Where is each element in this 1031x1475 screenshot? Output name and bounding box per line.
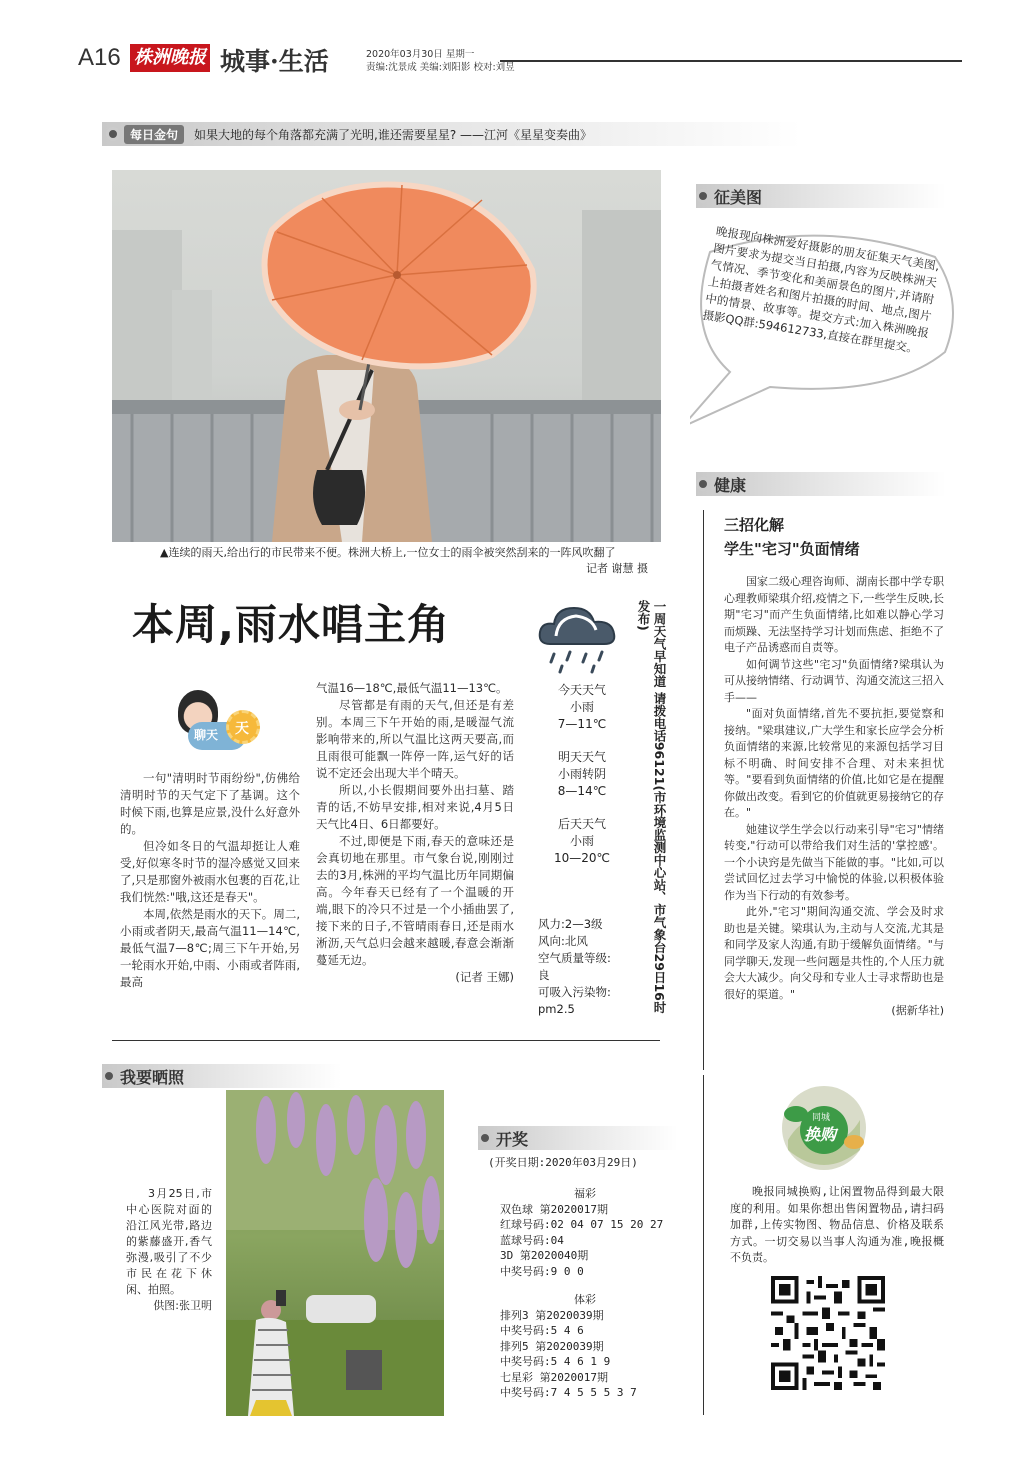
speech-bubble <box>690 222 960 432</box>
fucai-line: 红球号码:02 04 07 15 20 27 <box>500 1218 664 1231</box>
qr-code[interactable] <box>770 1276 886 1390</box>
page-header <box>0 42 1031 78</box>
woyao-text <box>126 1186 212 1314</box>
fucai-line: 3D 第2020040期 <box>500 1249 589 1262</box>
health-section: 健康 <box>714 475 747 495</box>
editor-credits: 责编:沈景成 美编:刘阳影 校对:刘昱 <box>366 62 515 73</box>
forecast-condition: 小雨 <box>569 700 594 714</box>
main-photo <box>112 170 661 542</box>
exchange-logo-top: 同城 <box>812 1113 831 1123</box>
fucai-line: 中奖号码:9 0 0 <box>500 1264 584 1278</box>
quote-label: 每日金句 <box>124 125 184 144</box>
health-source: (据新华社) <box>891 1004 944 1017</box>
zhengmeitu-header <box>696 184 946 208</box>
health-dot-icon <box>696 477 710 491</box>
qr-code-svg <box>770 1276 886 1390</box>
weather-para: 所以,小长假期间要外出扫墓、踏青的话,不妨早安排,相对来说,4月5日天气比4日、6日都要好。 <box>316 783 514 831</box>
zhengmeitu-title: 征美图 <box>714 187 763 207</box>
forecast-extra-line: 风力:2—3级 <box>538 917 603 931</box>
fucai-label: 福彩 <box>574 1187 596 1200</box>
fucai-line: 双色球 第2020017期 <box>500 1202 608 1216</box>
ticai-line: 中奖号码:5 4 6 <box>500 1324 584 1337</box>
weather-para: 尽管都是有雨的天气,但还是有差别。本周三下午开始的雨,是暖湿气流影响带来的,所以气温比这两天要高,而且雨很可能飘一阵停一阵,运气好的话说不定还会出现大半个晴天。 <box>316 698 514 780</box>
wisteria-illustration <box>226 1090 444 1416</box>
woyao-dot-icon <box>102 1069 116 1083</box>
forecast-extra <box>538 916 638 1018</box>
health-title-2: 学生"宅习"负面情绪 <box>724 540 860 558</box>
forecast-day-label: 今天天气 <box>557 683 606 697</box>
exchange-logo-main: 换购 <box>804 1125 837 1144</box>
page-number: A16 <box>78 44 121 71</box>
exchange-logo <box>776 1080 872 1176</box>
forecast-extra-line: pm2.5 <box>538 1002 575 1016</box>
forecast-day-label: 后天天气 <box>557 817 606 831</box>
forecast-temp: 7—11℃ <box>557 717 607 731</box>
umbrella-woman-illustration <box>112 170 661 542</box>
fucai-line: 蓝球号码:04 <box>500 1233 564 1247</box>
weather-author: (记者 王娜) <box>455 970 514 984</box>
forecast-vertical-title: 一周天气早知道 请拨电话96121(市环境监测中心站、市气象台29日16时发布) <box>636 600 667 1014</box>
woyao-credit: 供图:张卫明 <box>153 1299 212 1312</box>
newspaper-logo: 株洲晚报 <box>130 44 210 72</box>
badge-label: 聊天 <box>194 728 219 742</box>
health-header <box>696 472 946 496</box>
ticai-line: 七星彩 第2020017期 <box>500 1370 608 1384</box>
forecast-extra-line: 可吸入污染物: <box>538 985 611 999</box>
health-para: 她建议学生学会以行动来引导"宅习"情绪转变,"行动可以带给我们对生活的'掌控感'。一个小诀窍是先做当下能做的事。"比如,可以尝试回忆过去学习中愉悦的体验,以积极体验作为当下行动的有效参考。 <box>724 822 944 902</box>
forecast-condition: 小雨转阴 <box>557 767 606 781</box>
weather-col2-lead: 气温16—18℃,最低气温11—13℃。 <box>316 681 508 695</box>
quote-dot-icon <box>106 127 120 141</box>
forecast-day <box>536 816 628 867</box>
weather-para: 一句"清明时节雨纷纷",仿佛给清明时节的天气定下了基调。这个时候下雨,也算是应景,没什么好意外的。 <box>120 771 300 836</box>
health-para: "面对负面情绪,首先不要抗拒,要觉察和接纳。"梁琪建议,广大学生和家长应学会分析负面情绪的来源,比较常见的来源包括学习目标不明确、时间安排不合理、对未来担忧等。"要看到负面情绪的价值,比如它是在提醒你做出改变。看到它的价值就更易接纳它的存在。" <box>724 707 944 819</box>
right-column-rule-lower <box>703 1075 704 1415</box>
ticai-label: 体彩 <box>574 1293 596 1306</box>
lottery-fucai <box>500 1186 670 1279</box>
exchange-text: 晚报同城换购,让闲置物品得到最大限度的利用。如果你想出售闲置物品,请扫码加群,上传实物图、物品信息、价格及联系方式。一切交易以当事人沟通为准,晚报概不负责。 <box>730 1185 944 1264</box>
weather-para: 但冷如冬日的气温却挺让人难受,好似寒冬时节的湿冷感觉又回来了,只是那窗外被雨水包裹的百花,让我们恍然:"哦,这还是春天"。 <box>120 839 300 904</box>
health-title-1: 三招化解 <box>724 516 785 534</box>
forecast-list <box>536 682 628 867</box>
forecast-extra-line: 空气质量等级: <box>538 951 611 965</box>
weather-headline: 本周,雨水唱主角 <box>132 600 450 649</box>
ticai-line: 排列3 第2020039期 <box>500 1308 604 1322</box>
weather-col-2 <box>316 680 514 986</box>
woyao-caption: 3月25日,市中心医院对面的沿江风光带,路边的紫藤盛开,香气弥漫,吸引了不少市民在花下休闲、拍照。 <box>126 1187 212 1296</box>
woyao-header <box>102 1064 342 1088</box>
rain-cloud-svg <box>536 596 620 676</box>
forecast-extra-line: 风向:北风 <box>538 934 588 948</box>
health-body <box>724 574 944 1020</box>
header-rule <box>500 60 962 62</box>
forecast-temp: 8—14℃ <box>557 784 607 798</box>
right-column-rule <box>703 510 704 1070</box>
lottery-date: (开奖日期:2020年03月29日) <box>488 1156 638 1169</box>
health-para: 国家二级心理咨询师、湖南长郡中学专职心理教师梁琪介绍,疫情之下,一些学生反映,长期"宅习"而产生负面情绪,比如难以静心学习而烦躁、无法坚持学习计划而焦虑、拒绝不了电子产品诱惑而自责等。 <box>724 575 944 654</box>
woyao-title: 我要晒照 <box>120 1067 185 1087</box>
rain-cloud-icon <box>536 596 620 676</box>
health-para: 如何调节这些"宅习"负面情绪?梁琪认为可从接纳情绪、行动调节、沟通交流这三招入手—— <box>724 657 944 704</box>
ticai-line: 中奖号码:5 4 6 1 9 <box>500 1355 611 1368</box>
zhengmeitu-dot-icon <box>696 189 710 203</box>
quote-bar <box>102 122 802 146</box>
lottery-header <box>478 1126 678 1150</box>
health-para: 此外,"宅习"期间沟通交流、学会及时求助也是关键。梁琪认为,主动与人交流,尤其是和同学及家人沟通,有助于缓解负面情绪。"与同学聊天,发现一些问题是共性的,个人压力就会大大减少。向父母和专业人士寻求帮助也是很好的渠道。" <box>724 905 944 1001</box>
weather-para: 不过,即便是下雨,春天的意味还是会真切地在那里。市气象台说,刚刚过去的3月,株洲的平均气温比历年同期偏高。今年春天已经有了一个温暖的开端,眼下的冷只不过是一个小插曲罢了,接下来的日子,不管晴雨春日,还是雨水淅沥,天气总归会越来越暖,春意会渐渐蔓延无边。 <box>316 834 514 967</box>
weather-badge <box>170 690 270 765</box>
quote-text: 如果大地的每个角落都充满了光明,谁还需要星星? ——江河《星星变奏曲》 <box>194 127 593 142</box>
weather-para: 本周,依然是雨水的天下。周二,小雨或者阴天,最高气温11—14℃,最低气温7—8℃;周三下午开始,另一轮雨水开始,中雨、小雨或者阵雨,最高 <box>120 907 300 989</box>
lottery-dot-icon <box>478 1131 492 1145</box>
wisteria-photo <box>226 1090 444 1416</box>
ticai-line: 中奖号码:7 4 5 5 5 3 7 <box>500 1386 637 1399</box>
forecast-day <box>536 749 628 800</box>
weather-col-1 <box>120 770 300 991</box>
zhengmeitu-text: 晚报现向株洲爱好摄影的朋友征集天气美图,图片要求为提交当日拍摄,内容为反映株洲天气情况、季节变化和美丽景色的图片,并请附上拍摄者姓名和图片拍摄的时间、地点,图片中的情景、故事等。提交方式:加入株洲晚报摄影QQ群:594612733,直接在群里提交。 <box>701 223 941 356</box>
main-photo-caption: ▲连续的雨天,给出行的市民带来不便。株洲大桥上,一位女士的雨伞被突然刮来的一阵风吹翻了 <box>160 546 616 559</box>
forecast-condition: 小雨 <box>569 834 594 848</box>
forecast-extra-line: 良 <box>538 968 550 982</box>
forecast-day <box>536 682 628 733</box>
badge-sun-char: 天 <box>235 721 249 737</box>
main-photo-credit: 记者 谢慧 摄 <box>586 562 648 575</box>
forecast-temp: 10—20℃ <box>553 851 610 865</box>
issue-date: 2020年03月30日 星期一 <box>366 49 475 60</box>
mid-rule <box>112 1040 660 1041</box>
lottery-title: 开奖 <box>496 1129 529 1149</box>
lottery-ticai <box>500 1292 670 1401</box>
ticai-line: 排列5 第2020039期 <box>500 1339 604 1353</box>
section-title: 城事·生活 <box>220 47 329 76</box>
forecast-day-label: 明天天气 <box>557 750 606 764</box>
